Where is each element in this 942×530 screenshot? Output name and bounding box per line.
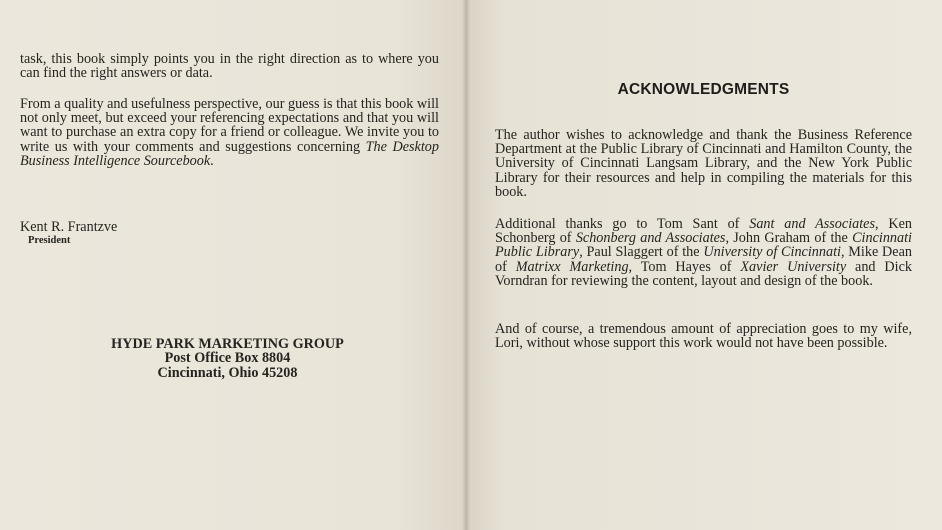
left-paragraph-1-text: task, this book simply points you in the right direction as to where you can find the right answers or data. [20,51,439,82]
publisher-address [20,337,435,380]
ack-text-1: Additional thanks go to Tom Sant of [495,216,750,232]
left-paragraph-1 [20,52,439,80]
ack-paragraph-2 [495,217,912,288]
ack-text-6: Tom Hayes of [632,258,741,275]
ack-org-6: Xavier University [740,258,847,275]
address-line-1: HYDE PARK MARKETING GROUP [111,336,344,352]
ack-text-4: , Paul Slaggert of the [579,244,704,261]
signature-name: Kent R. Frantzve [20,219,118,235]
signature-title: President [28,235,71,246]
ack-org-4: University of Cincinnati [703,244,841,261]
ack-org-5: Matrixx Marketing, [515,258,633,275]
ack-paragraph-3 [495,322,912,350]
ack-paragraph-1-text: The author wishes to acknowledge and thank the Business Reference Department at the Public Library of Cincinnati and Hamilton County, the University of Cincinnati Langsam Library, and the New York Public Library for their resources and help in compiling the materials for this book. [495,127,912,200]
ack-text-5: , Mike Dean of [495,244,912,275]
address-line-2: Post Office Box 8804 [164,350,291,367]
left-paragraph-2-text [20,97,439,168]
ack-text-2: , Ken Schonberg of [495,216,912,247]
acknowledgments-heading: ACKNOWLEDGMENTS [617,81,790,98]
ack-org-1: Sant and Associates [749,216,875,232]
ack-paragraph-1 [495,128,912,199]
ack-paragraph-2-text [495,217,912,288]
left-page [0,0,466,530]
left-paragraph-2 [20,97,439,168]
book-title: The Desktop Business Intelligence Sourcebook [20,138,439,169]
ack-org-3: Cincinnati Public Library [495,230,912,261]
left-paragraph-2-body: From a quality and usefulness perspective, our guess is that this book will not only meet, but exceed your referencing expectations and that you will want to purchase an extra copy for a friend or colleague. We invite you to write us with your comments and suggestions concerning [20,96,439,155]
ack-text-3: , John Graham of the [725,230,853,247]
ack-text-7: and Dick Vorndran for reviewing the content, layout and design of the book. [495,258,912,289]
address-line-3: Cincinnati, Ohio 45208 [157,364,298,381]
book-gutter [462,0,470,530]
ack-paragraph-3-text: And of course, a tremendous amount of appreciation goes to my wife, Lori, without whose support this work would not have been possible. [495,321,912,352]
ack-org-2: Schonberg and Associates [575,230,726,247]
left-paragraph-2-end: . [210,152,214,169]
